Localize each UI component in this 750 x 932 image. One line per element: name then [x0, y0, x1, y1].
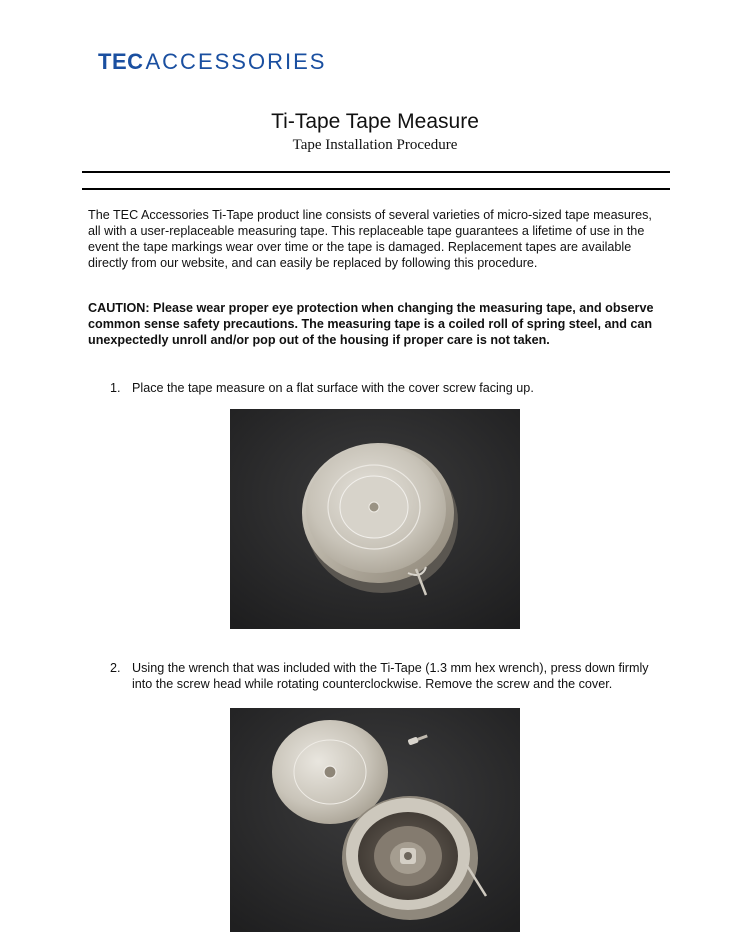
step-1	[110, 380, 668, 396]
logo-light-text: ACCESSORIES	[145, 49, 327, 74]
caution-paragraph: CAUTION: Please wear proper eye protection when changing the measuring tape, and observe common sense safety precautions. The measuring tape is a coiled roll of spring steel, and can unexpectedly unroll and/or pop out of the housing if proper care is not taken.	[88, 301, 654, 347]
tape-measure-closed-image	[230, 409, 520, 629]
step-2-number: 2.	[110, 661, 121, 675]
step-1-text: Place the tape measure on a flat surface with the cover screw facing up.	[132, 381, 534, 395]
intro-paragraph: The TEC Accessories Ti-Tape product line consists of several varieties of micro-sized tape measures, all with a user-replaceable measuring tape. This replaceable tape guarantees a lifetime of use in the event the tape markings wear over time or the tape is damaged. Replacement tapes are available directly from our website, and can easily be replaced by following this procedure.	[88, 208, 652, 270]
page-subtitle: Tape Installation Procedure	[292, 137, 458, 153]
step-2	[110, 660, 668, 692]
header-divider-bottom	[82, 188, 670, 190]
logo-bold-text: TEC	[98, 49, 144, 74]
header-divider-top	[82, 171, 670, 173]
step-1-photo	[230, 409, 520, 629]
step-1-number: 1.	[110, 381, 121, 395]
tape-measure-disassembled-image	[230, 708, 520, 932]
step-2-text: Using the wrench that was included with the Ti-Tape (1.3 mm hex wrench), press down firmly into the screw head while rotating counterclockwise. Remove the screw and the cover.	[132, 661, 649, 691]
step-2-photo	[230, 708, 520, 932]
page-title: Ti-Tape Tape Measure	[271, 110, 479, 133]
tec-accessories-logo	[98, 48, 326, 76]
